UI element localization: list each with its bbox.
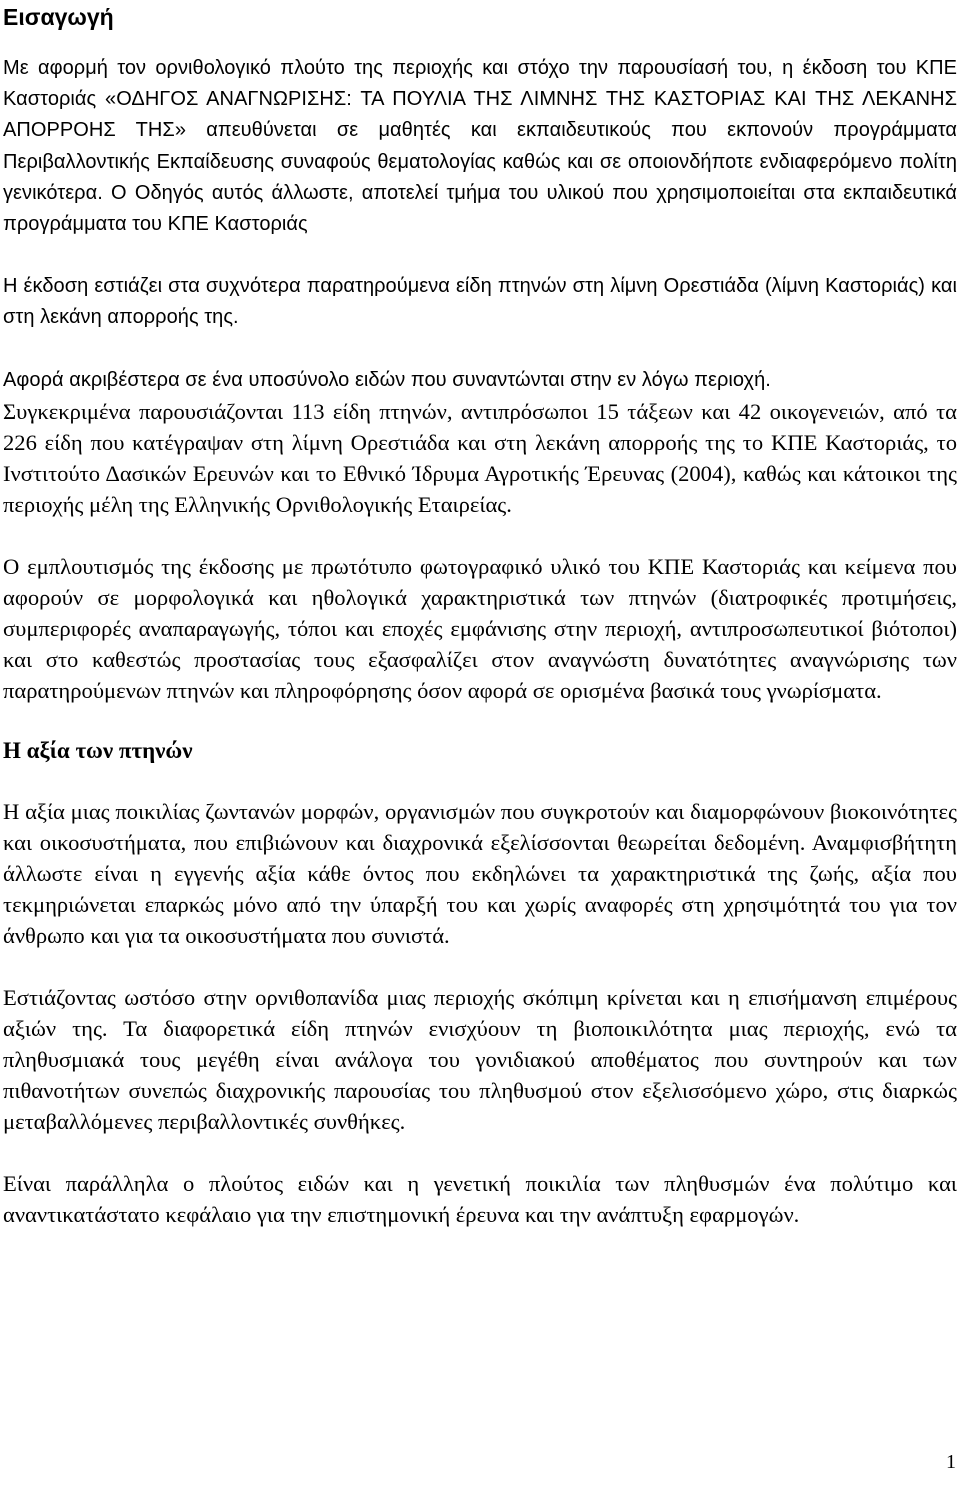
section-heading-value-of-birds: Η αξία των πτηνών <box>3 737 193 763</box>
page-number: 1 <box>946 1451 956 1473</box>
intro-paragraph-1: Με αφορμή τον ορνιθολογικό πλούτο της περιοχής και στόχο την παρουσίασή του, η έκδοση του ΚΠΕ Καστοριάς «ΟΔΗΓΟΣ ΑΝΑΓΝΩΡΙΣΗΣ: ΤΑ ΠΟΥΛΙΑ ΤΗΣ ΛΙΜΝΗΣ ΤΗΣ ΚΑΣΤΟΡΙΑΣ ΚΑΙ ΤΗΣ ΛΕΚΑΝΗΣ ΑΠΟΡΡΟΗΣ ΤΗΣ» απευθύνεται σε μαθητές και εκπαιδευτικούς που εκπονούν προγράμματα Περιβαλλοντικής Εκπαίδευσης συναφούς θεματολογίας καθώς και σε οποιονδήποτε ενδιαφερόμενο πολίτη γενικότερα. Ο Οδηγός αυτός άλλωστε, αποτελεί τμήμα του υλικού που χρησιμοποιείται στα εκπαιδευτικά προγράμματα του ΚΠΕ Καστοριάς <box>3 57 957 236</box>
intro-paragraph-3: Αφορά ακριβέστερα σε ένα υποσύνολο ειδών που συναντώνται στην εν λόγω περιοχή. <box>3 368 771 391</box>
intro-paragraph-4: Συγκεκριμένα παρουσιάζονται 113 είδη πτηνών, αντιπρόσωποι 15 τάξεων και 42 οικογενειών, από τα 226 είδη που κατέγραψαν στη λίμνη Ορεστιάδα και στη λεκάνη απορροής της το ΚΠΕ Καστοριάς, το Ινστιτούτο Δασικών Ερευνών και το Εθνικό Ίδρυμα Αγροτικής Έρευνας (2004), καθώς και κάτοικοι της περιοχής μέλη της Ελληνικής Ορνιθολογικής Εταιρείας. <box>3 398 957 517</box>
section-heading-introduction: Εισαγωγή <box>3 4 114 30</box>
intro-paragraph-2: Η έκδοση εστιάζει στα συχνότερα παρατηρούμενα είδη πτηνών στη λίμνη Ορεστιάδα (λίμνη Καστοριάς) και στη λεκάνη απορροής της. <box>3 275 957 329</box>
value-paragraph-3: Είναι παράλληλα ο πλούτος ειδών και η γενετική ποικιλία των πληθυσμών ένα πολύτιμο και αναντικατάστατο κεφάλαιο για την επιστημονική έρευνα και την ανάπτυξη εφαρμογών. <box>3 1170 957 1227</box>
intro-paragraph-5: Ο εμπλουτισμός της έκδοσης με πρωτότυπο φωτογραφικό υλικό του ΚΠΕ Καστοριάς και κείμενα που αφορούν σε μορφολογικά και ηθολογικά χαρακτηριστικά των πτηνών (διατροφικές προτιμήσεις, συμπεριφορές αναπαραγωγής, τόποι και εποχές εμφάνισης στην περιοχή, αντιπροσωπευτικοί βιότοποι) και στο καθεστώς προστασίας τους εξασφαλίζει στον αναγνώστη δυνατότητες αναγνώρισης των παρατηρούμενων πτηνών και πληροφόρησης όσον αφορά σε ορισμένα βασικά τους γνωρίσματα. <box>3 553 957 703</box>
value-paragraph-1: Η αξία μιας ποικιλίας ζωντανών μορφών, οργανισμών που συγκροτούν και διαμορφώνουν βιοκοινότητες και οικοσυστήματα, που επιβιώνουν και διαχρονικά εξελίσσονται θεωρείται δεδομένη. Αναμφισβήτητη άλλωστε είναι η εγγενής αξία κάθε όντος που εκδηλώνει τα χαρακτηριστικά της ζωής, αξία που τεκμηριώνεται επαρκώς μόνο από την ύπαρξή του και χωρίς αναφορές στη χρησιμότητά του για τον άνθρωπο και για τα οικοσυστήματα που συνιστά. <box>3 798 957 948</box>
document-page <box>3 0 957 1230</box>
value-paragraph-2: Εστιάζοντας ωστόσο στην ορνιθοπανίδα μιας περιοχής σκόπιμη κρίνεται και η επισήμανση επιμέρους αξιών της. Τα διαφορετικά είδη πτηνών ενισχύουν τη βιοποικιλότητα μιας περιοχής, ενώ τα πληθυσμιακά τους μεγέθη είναι ανάλογα του γονιδιακού αποθέματος που συντηρούν και των πιθανοτήτων συνεπώς διαχρονικής παρουσίας του πληθυσμού στον εξελισσόμενο χώρο, στις διαρκώς μεταβαλλόμενες περιβαλλοντικές συνθήκες. <box>3 984 957 1134</box>
